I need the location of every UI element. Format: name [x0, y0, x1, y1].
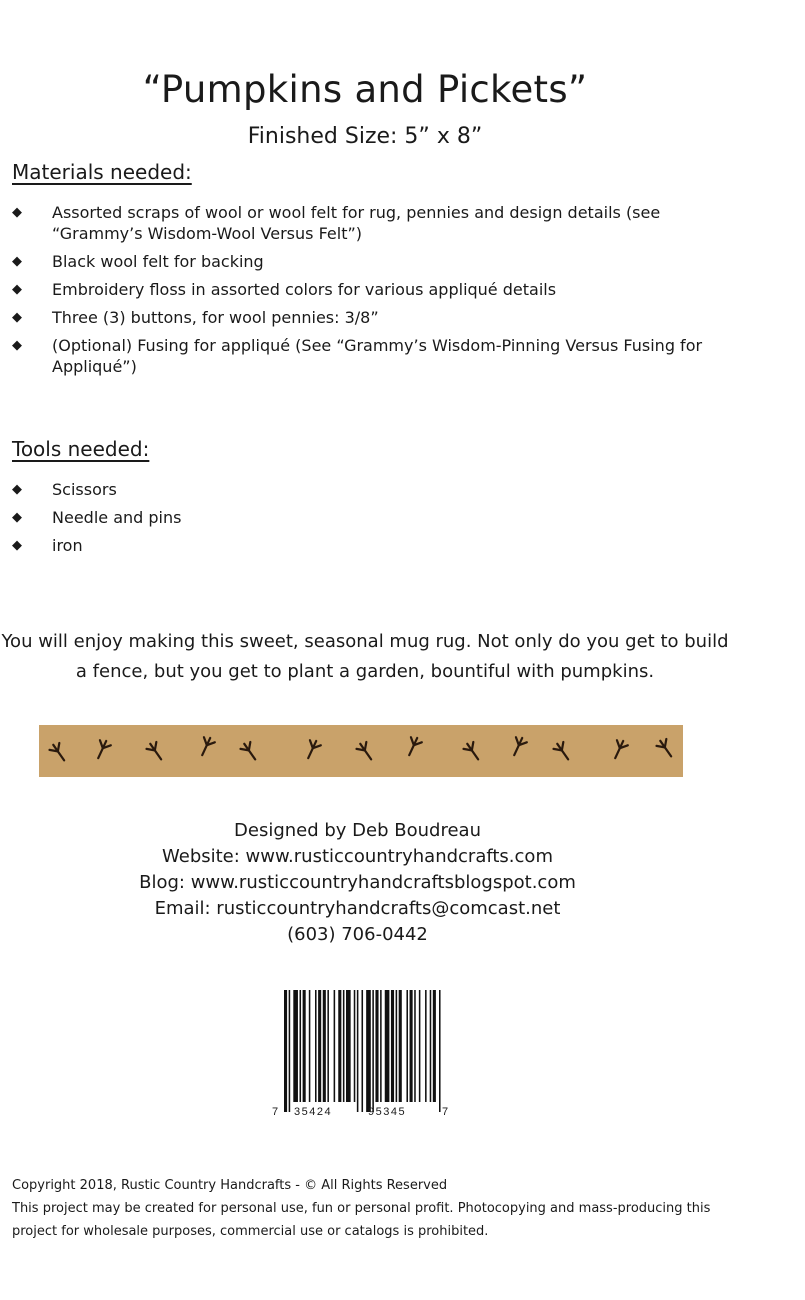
barcode-bar	[309, 990, 311, 1102]
diamond-bullet-icon: ◆	[12, 538, 22, 553]
crow-footprint-icon	[93, 738, 112, 760]
crow-footprint-icon	[655, 737, 676, 759]
diamond-bullet-icon: ◆	[12, 282, 22, 297]
materials-list	[12, 202, 712, 384]
list-item-text: Scissors	[52, 480, 117, 499]
barcode-bar	[284, 990, 287, 1112]
list-item	[12, 202, 712, 244]
list-item-text: iron	[52, 536, 83, 555]
barcode-icon	[270, 990, 455, 1125]
email-text: Email: rusticcountryhandcrafts@comcast.net	[154, 898, 561, 919]
list-item	[12, 251, 712, 272]
tools-list	[12, 479, 712, 563]
barcode-bar	[406, 990, 408, 1102]
list-item-text: Three (3) buttons, for wool pennies: 3/8”	[52, 308, 379, 327]
crow-footprint-icon	[552, 740, 573, 762]
barcode-bar	[293, 990, 298, 1102]
copyright-line: Copyright 2018, Rustic Country Handcrafts - © All Rights Reserved	[12, 1178, 448, 1193]
barcode-bar	[419, 990, 421, 1102]
list-item-text: Embroidery floss in assorted colors for various appliqué details	[52, 280, 557, 299]
copyright-line: project for wholesale purposes, commercial use or catalogs is prohibited.	[12, 1224, 489, 1239]
list-item	[12, 279, 712, 300]
barcode-bar	[327, 990, 329, 1102]
intro-line: a fence, but you get to plant a garden, bountiful with pumpkins.	[75, 661, 655, 682]
designer-contact	[0, 818, 715, 948]
barcode-bar	[414, 990, 416, 1102]
intro-paragraph	[0, 627, 730, 687]
barcode-bar	[334, 990, 336, 1102]
crow-footprint-icon	[462, 740, 483, 762]
barcode-bar	[343, 990, 345, 1102]
materials-heading: Materials needed:	[12, 160, 192, 184]
copyright-line: This project may be created for personal use, fun or personal profit. Photocopying and mass-producing this	[12, 1201, 711, 1216]
copyright-notice	[12, 1174, 752, 1243]
diamond-bullet-icon: ◆	[12, 205, 22, 220]
website-text: Website: www.rusticcountryhandcrafts.com	[162, 846, 553, 867]
crow-footprint-icon	[239, 740, 260, 762]
crow-footprint-icon	[145, 740, 166, 762]
tools-heading: Tools needed:	[12, 437, 150, 461]
barcode-bar	[410, 990, 413, 1102]
crow-footprint-icon	[404, 735, 423, 757]
barcode-bar	[433, 990, 436, 1102]
barcode-bar	[315, 990, 317, 1102]
barcode-bar	[430, 990, 432, 1102]
list-item	[12, 535, 712, 556]
barcode-digits-group1: 35424	[294, 1106, 333, 1118]
list-item	[12, 507, 712, 528]
phone-text: (603) 706-0442	[287, 924, 428, 945]
barcode-bar	[396, 990, 398, 1102]
diamond-bullet-icon: ◆	[12, 310, 22, 325]
barcode-digit-right: 7	[442, 1106, 449, 1118]
barcode-bar	[318, 990, 321, 1102]
barcode-bar	[439, 990, 441, 1112]
barcode-bar	[385, 990, 390, 1102]
finished-size: Finished Size: 5” x 8”	[247, 124, 483, 149]
barcode-digits-group2: 95345	[368, 1106, 407, 1118]
diamond-bullet-icon: ◆	[12, 338, 22, 353]
crow-footprint-icon	[509, 735, 528, 757]
intro-line: You will enjoy making this sweet, seasonal mug rug. Not only do you get to build	[1, 631, 729, 652]
crow-footprints	[39, 725, 683, 777]
barcode-bar	[366, 990, 371, 1112]
barcode-bar	[357, 990, 359, 1112]
blog-text: Blog: www.rusticcountryhandcraftsblogspot.com	[139, 872, 576, 893]
crow-footprint-icon	[48, 741, 69, 763]
crow-footprint-icon	[610, 738, 629, 760]
crow-footprint-band	[39, 725, 683, 777]
barcode-bar	[354, 990, 356, 1102]
barcode-bar	[372, 990, 374, 1112]
barcode-bar	[362, 990, 364, 1112]
barcode-bar	[391, 990, 394, 1102]
barcode-bar	[300, 990, 302, 1102]
list-item-text: Black wool felt for backing	[52, 252, 264, 271]
barcode-bar	[338, 990, 341, 1102]
barcode-bar	[323, 990, 326, 1102]
barcode-bar	[380, 990, 382, 1102]
barcode-bar	[289, 990, 291, 1112]
diamond-bullet-icon: ◆	[12, 254, 22, 269]
list-item-text: Needle and pins	[52, 508, 182, 527]
list-item-text: Assorted scraps of wool or wool felt for rug, pennies and design details (see “Grammy’s Wisdom-Wool Versus Felt”)	[52, 203, 661, 243]
crow-footprint-icon	[303, 738, 322, 760]
pattern-title: “Pumpkins and Pickets”	[142, 68, 588, 111]
barcode-bar	[425, 990, 427, 1102]
list-item	[12, 479, 712, 500]
barcode-bar	[346, 990, 351, 1102]
barcode-bar	[375, 990, 378, 1102]
crow-footprint-icon	[197, 735, 216, 757]
upc-barcode	[270, 990, 455, 1125]
barcode-digit-left: 7	[272, 1106, 279, 1118]
designer-credit: Designed by Deb Boudreau	[234, 820, 481, 841]
list-item-text: (Optional) Fusing for appliqué (See “Grammy’s Wisdom-Pinning Versus Fusing for Appliqué”)	[52, 336, 703, 376]
barcode-bar	[303, 990, 306, 1102]
barcode-bar	[399, 990, 402, 1102]
crow-footprint-icon	[355, 740, 376, 762]
list-item	[12, 307, 712, 328]
diamond-bullet-icon: ◆	[12, 482, 22, 497]
diamond-bullet-icon: ◆	[12, 510, 22, 525]
list-item	[12, 335, 712, 377]
